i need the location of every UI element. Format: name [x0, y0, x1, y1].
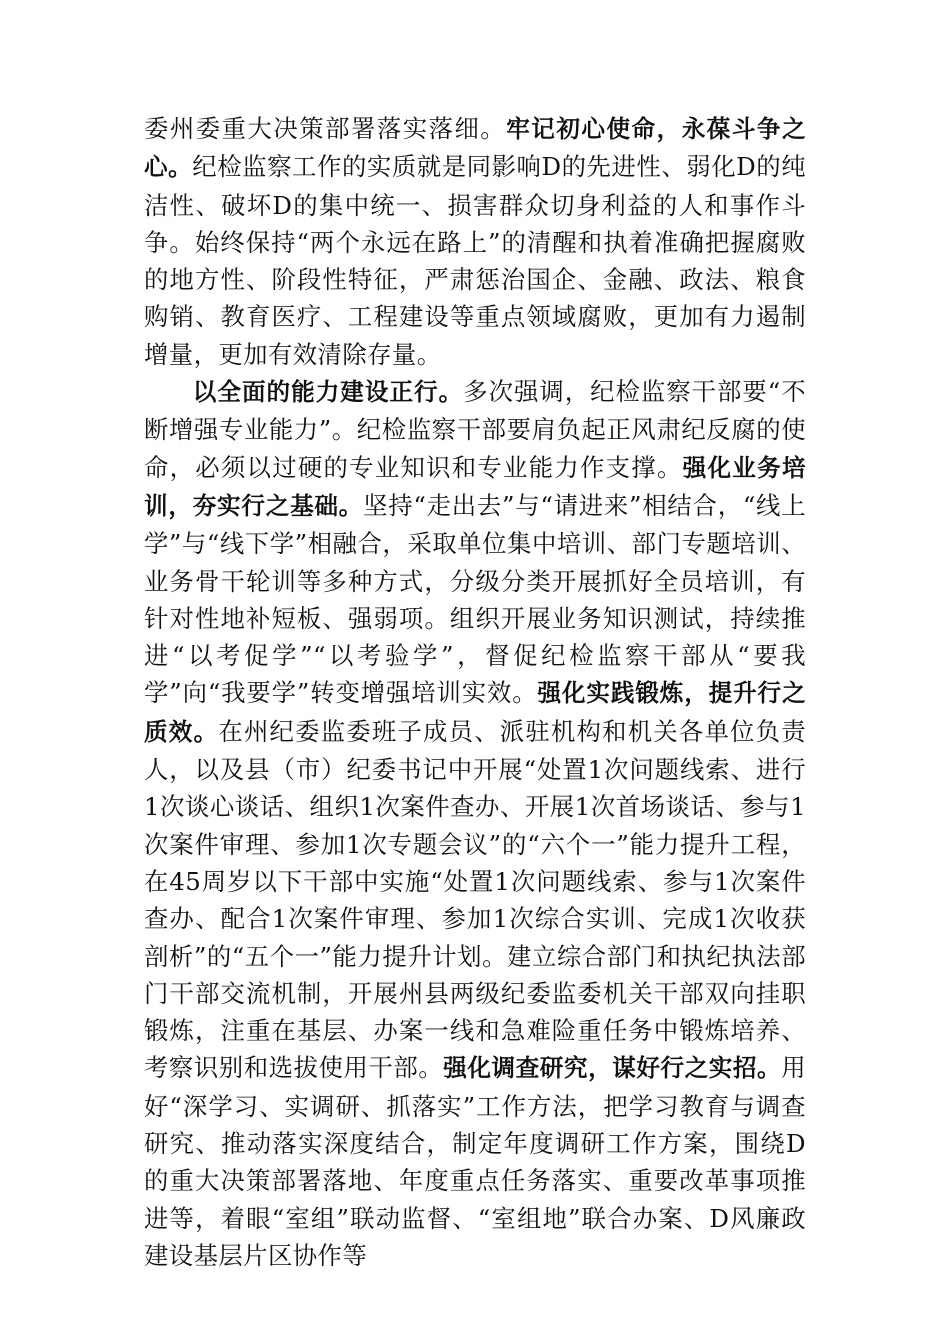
paragraph-2-heading-1: 以全面的能力建设正行。 [192, 378, 464, 407]
paragraph-1-text-1: 委州委重大决策部署落实落细。 [144, 114, 507, 143]
paragraph-2-heading-2: 强化业务培训，夯实行之基础。 [144, 453, 807, 520]
paragraph-1-text-2: 纪检监察工作的实质就是同影响D的先进性、弱化D的纯洁性、破坏D的集中统一、损害群众切身利益的人和事作斗争。始终保持“两个永远在路上”的清醒和执着准确把握腐败的地方性、阶段性特征，严肃惩治国企、金融、政法、粮食购销、教育医疗、工程建设等重点领域腐败，更加有力遏制增量，更加有效清除存量。 [144, 152, 806, 369]
paragraph-2-heading-3: 强化实践锻炼，提升行之质效。 [144, 679, 806, 746]
paragraph-2 [144, 373, 806, 1274]
paragraph-2-heading-4: 强化调查研究，谋好行之实招。 [443, 1054, 782, 1083]
paragraph-2-text-1: 多次强调，纪检监察干部要“不断增强专业能力”。纪检监察干部要肩负起正风肃纪反腐的使命，必须以过硬的专业知识和专业能力作支撑。 [144, 377, 806, 482]
paragraph-2-text-4: 用好“深学习、实调研、抓落实”工作方法，把学习教育与调查研究、推动落实深度结合，制定年度调研工作方案，围绕D的重大决策部署落地、年度重点任务落实、重要改革事项推进等，着眼“室组”联动监督、“室组地”联合办案、D风廉政建设基层片区协作等 [144, 1053, 806, 1270]
paragraph-1 [144, 110, 806, 373]
paragraph-2-text-3: 在州纪委监委班子成员、派驻机构和机关各单位负责人，以及县（市）纪委书记中开展“处置1次问题线索、进行1次谈心谈话、组织1次案件查办、开展1次首场谈话、参与1次案件审理、参加1次专题会议”的“六个一”能力提升工程，在45周岁以下干部中实施“处置1次问题线索、参与1次案件查办、配合1次案件审理、参加1次综合实训、完成1次收获剖析”的“五个一”能力提升计划。建立综合部门和执纪执法部门干部交流机制，开展州县两级纪委监委机关干部双向挂职锻炼，注重在基层、办案一线和急难险重任务中锻炼培养、考察识别和选拔使用干部。 [144, 716, 807, 1083]
paragraph-2-text-2: 坚持“走出去”与“请进来”相结合，“线上学”与“线下学”相融合，采取单位集中培训、部门专题培训、业务骨干轮训等多种方式，分级分类开展抓好全员培训，有针对性地补短板、强弱项。组织开展业务知识测试，持续推进“以考促学”“以考验学”，督促纪检监察干部从“要我学”向“我要学”转变增强培训实效。 [144, 490, 806, 708]
document-page [144, 110, 806, 1274]
paragraph-1-heading-1: 牢记初心使命，永葆斗争之心。 [144, 115, 806, 182]
